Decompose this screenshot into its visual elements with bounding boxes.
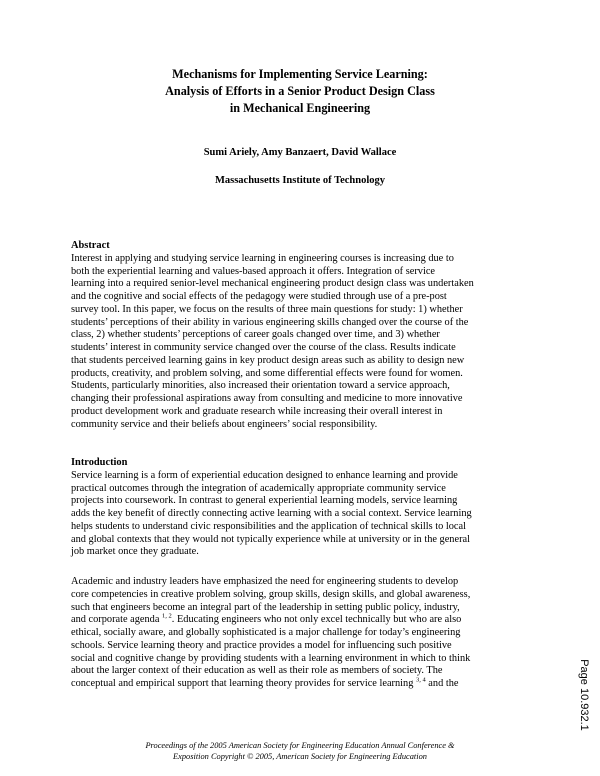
paragraph-line: ethical, socially aware, and globally sophisticated is a major challenge for today’s engineering	[71, 627, 461, 638]
paragraph-line	[71, 678, 536, 691]
abstract-line: products, creativity, and problem solving, and some differential effects were found for women.	[71, 367, 463, 379]
abstract-line: students’ interest in community service changed over the course of the class. Results indicate	[71, 342, 456, 353]
title-line-2: Analysis of Efforts in a Senior Product Design Class	[165, 84, 435, 98]
introduction-line: helps students to understand civic responsibilities and the application of technical skills to local	[71, 520, 466, 532]
abstract-heading: Abstract	[71, 240, 110, 251]
paragraph-line: core competencies in creative problem solving, group skills, design skills, and global awareness,	[71, 588, 471, 600]
abstract-line: and the cognitive and social effects of the pedagogy were studied through use of a pre-post	[71, 291, 447, 302]
introduction-line: and global contexts that they would not typically experience while at university or in the general	[71, 533, 470, 545]
author-list: Sumi Ariely, Amy Banzaert, David Wallace	[203, 147, 397, 158]
footer-line-2: Exposition Copyright © 2005, American Society for Engineering Education	[173, 752, 427, 761]
page-footer	[0, 740, 600, 762]
abstract-line: students’ perceptions of their ability in various engineering skills changed over the course of the	[71, 316, 469, 328]
abstract-line: that students perceived learning gains in key product design areas such as ability to design new	[71, 354, 465, 366]
introduction-line: practical outcomes through the integration of academically appropriate community service	[71, 482, 446, 494]
footer-line-1: Proceedings of the 2005 American Society for Engineering Education Annual Conference &	[145, 741, 455, 750]
paragraph-line: schools. Service learning theory and practice provides a model for influencing such positive	[71, 639, 452, 651]
paragraph-text: and corporate agenda	[71, 614, 163, 626]
abstract-line: community service and their beliefs about engineers’ social responsibility.	[71, 418, 378, 430]
paragraph-line: social and cognitive change by providing students with a learning environment in which to think	[71, 652, 471, 664]
abstract-line: survey tool. In this paper, we focus on the results of three main questions for study: 1) whether	[71, 303, 463, 315]
abstract-line: class, 2) whether students’ perceptions of career goals changed over time, and 3) whether	[71, 329, 440, 341]
page-number: Page 10.932.1	[578, 659, 590, 731]
paragraph-text: . Educating engineers who not only excel technically but who are also	[171, 614, 462, 626]
body-paragraph	[71, 576, 536, 691]
citation-superscript: 1, 2	[162, 612, 172, 620]
affiliation: Massachusetts Institute of Technology	[214, 175, 386, 186]
introduction-line: Service learning is a form of experiential education designed to enhance learning and provide	[71, 469, 458, 481]
abstract-line: changing their professional aspirations away from consulting and medicine to more innovative	[71, 393, 463, 404]
abstract-line: Interest in applying and studying service learning in engineering courses is increasing due to	[71, 252, 454, 264]
title-line-3: in Mechanical Engineering	[229, 101, 371, 115]
introduction-heading: Introduction	[71, 457, 128, 468]
paragraph-line: such that engineers become an integral part of the leadership in setting public policy, industry,	[71, 601, 460, 613]
paragraph-line	[71, 614, 536, 627]
paper-title	[0, 66, 600, 117]
introduction-section	[71, 457, 536, 559]
introduction-line: adds the key benefit of directly connecting active learning with a social context. Service learning	[71, 508, 472, 519]
paragraph-line: Academic and industry leaders have emphasized the need for engineering students to develop	[71, 576, 459, 587]
paragraph-line: about the larger context of their education as well as their role as members of society. The	[71, 665, 443, 677]
abstract-line: learning into a required senior-level mechanical engineering product design class was undertaken	[71, 278, 474, 290]
page-number-margin	[574, 640, 594, 750]
introduction-line: job market once they graduate.	[71, 546, 199, 558]
introduction-line: projects into coursework. In contrast to general experiential learning models, service learning	[71, 495, 458, 507]
abstract-line: product development work and graduate research while increasing their overall interest in	[71, 405, 443, 417]
paragraph-text: conceptual and empirical support that learning theory provides for service learning	[71, 678, 416, 689]
abstract-section	[71, 240, 536, 431]
citation-superscript: 3, 4	[415, 676, 426, 684]
paragraph-text: and the	[425, 678, 459, 689]
title-line-1: Mechanisms for Implementing Service Learning:	[172, 67, 428, 81]
abstract-line: Students, particularly minorities, also increased their orientation toward a service approach,	[71, 380, 450, 392]
abstract-line: both the experiential learning and values-based approach it offers. Integration of service	[71, 265, 435, 277]
